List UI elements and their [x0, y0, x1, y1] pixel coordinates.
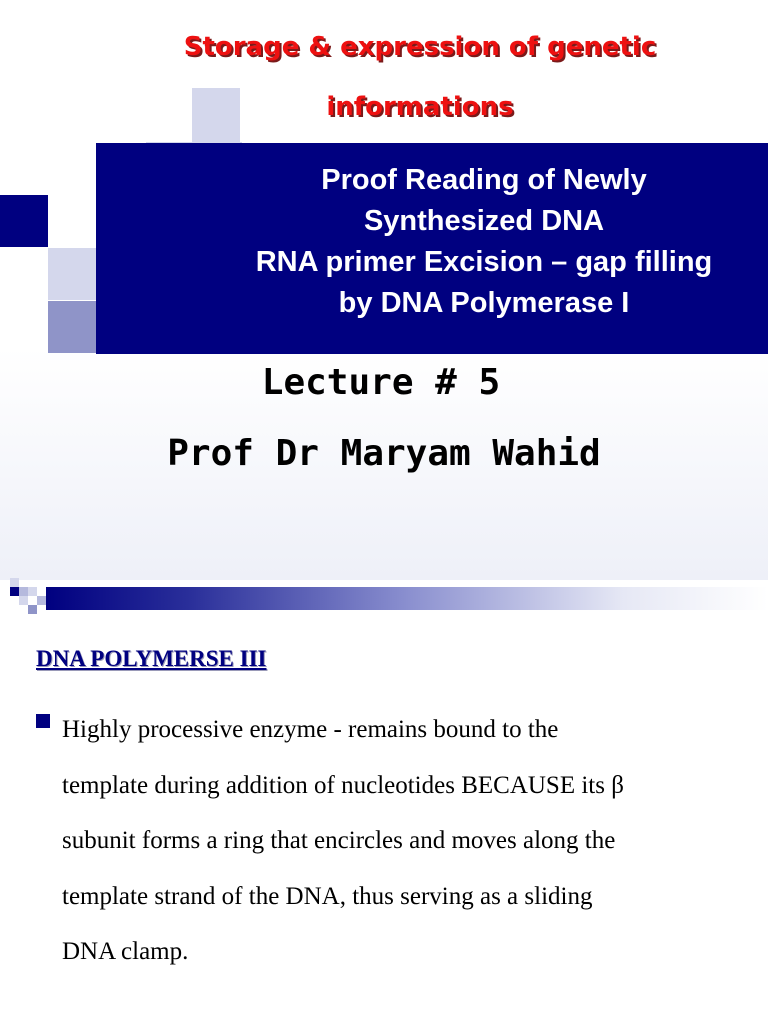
divider-square: [28, 605, 37, 614]
course-title-line: informations: [326, 92, 514, 122]
bullet-line: DNA clamp.: [62, 938, 189, 965]
divider-square: [37, 596, 46, 605]
bullet-line: subunit forms a ring that encircles and moves along the: [62, 827, 616, 854]
bullet-text: [62, 702, 762, 980]
section-heading: DNA POLYMERSE III: [36, 646, 267, 671]
divider-square: [10, 587, 19, 596]
banner-line: Proof Reading of Newly: [321, 164, 647, 196]
bullet-line: template during addition of nucleotides BECAUSE its β: [62, 771, 624, 799]
bullet-line: Highly processive enzyme - remains bound to the: [62, 716, 559, 743]
divider-square: [19, 596, 28, 605]
banner-line: RNA primer Excision – gap filling: [255, 246, 713, 278]
divider-square: [10, 578, 19, 587]
decor-square: [48, 248, 96, 300]
slide-divider-bar: [46, 587, 768, 610]
banner-title: [200, 160, 768, 324]
banner-line: Synthesized DNA: [363, 205, 605, 237]
author-name: Prof Dr Maryam Wahid: [167, 433, 601, 474]
divider-square: [28, 587, 37, 596]
banner-line: by DNA Polymerase I: [338, 287, 630, 319]
course-title-line: Storage & expression of genetic: [183, 32, 657, 62]
divider-square: [19, 587, 28, 596]
lecture-number: Lecture # 5: [261, 362, 501, 403]
bullet-line: template strand of the DNA, thus serving as a sliding: [62, 882, 593, 910]
decor-square: [0, 195, 48, 247]
bullet-square-icon: [36, 714, 50, 728]
decor-square: [48, 301, 96, 353]
